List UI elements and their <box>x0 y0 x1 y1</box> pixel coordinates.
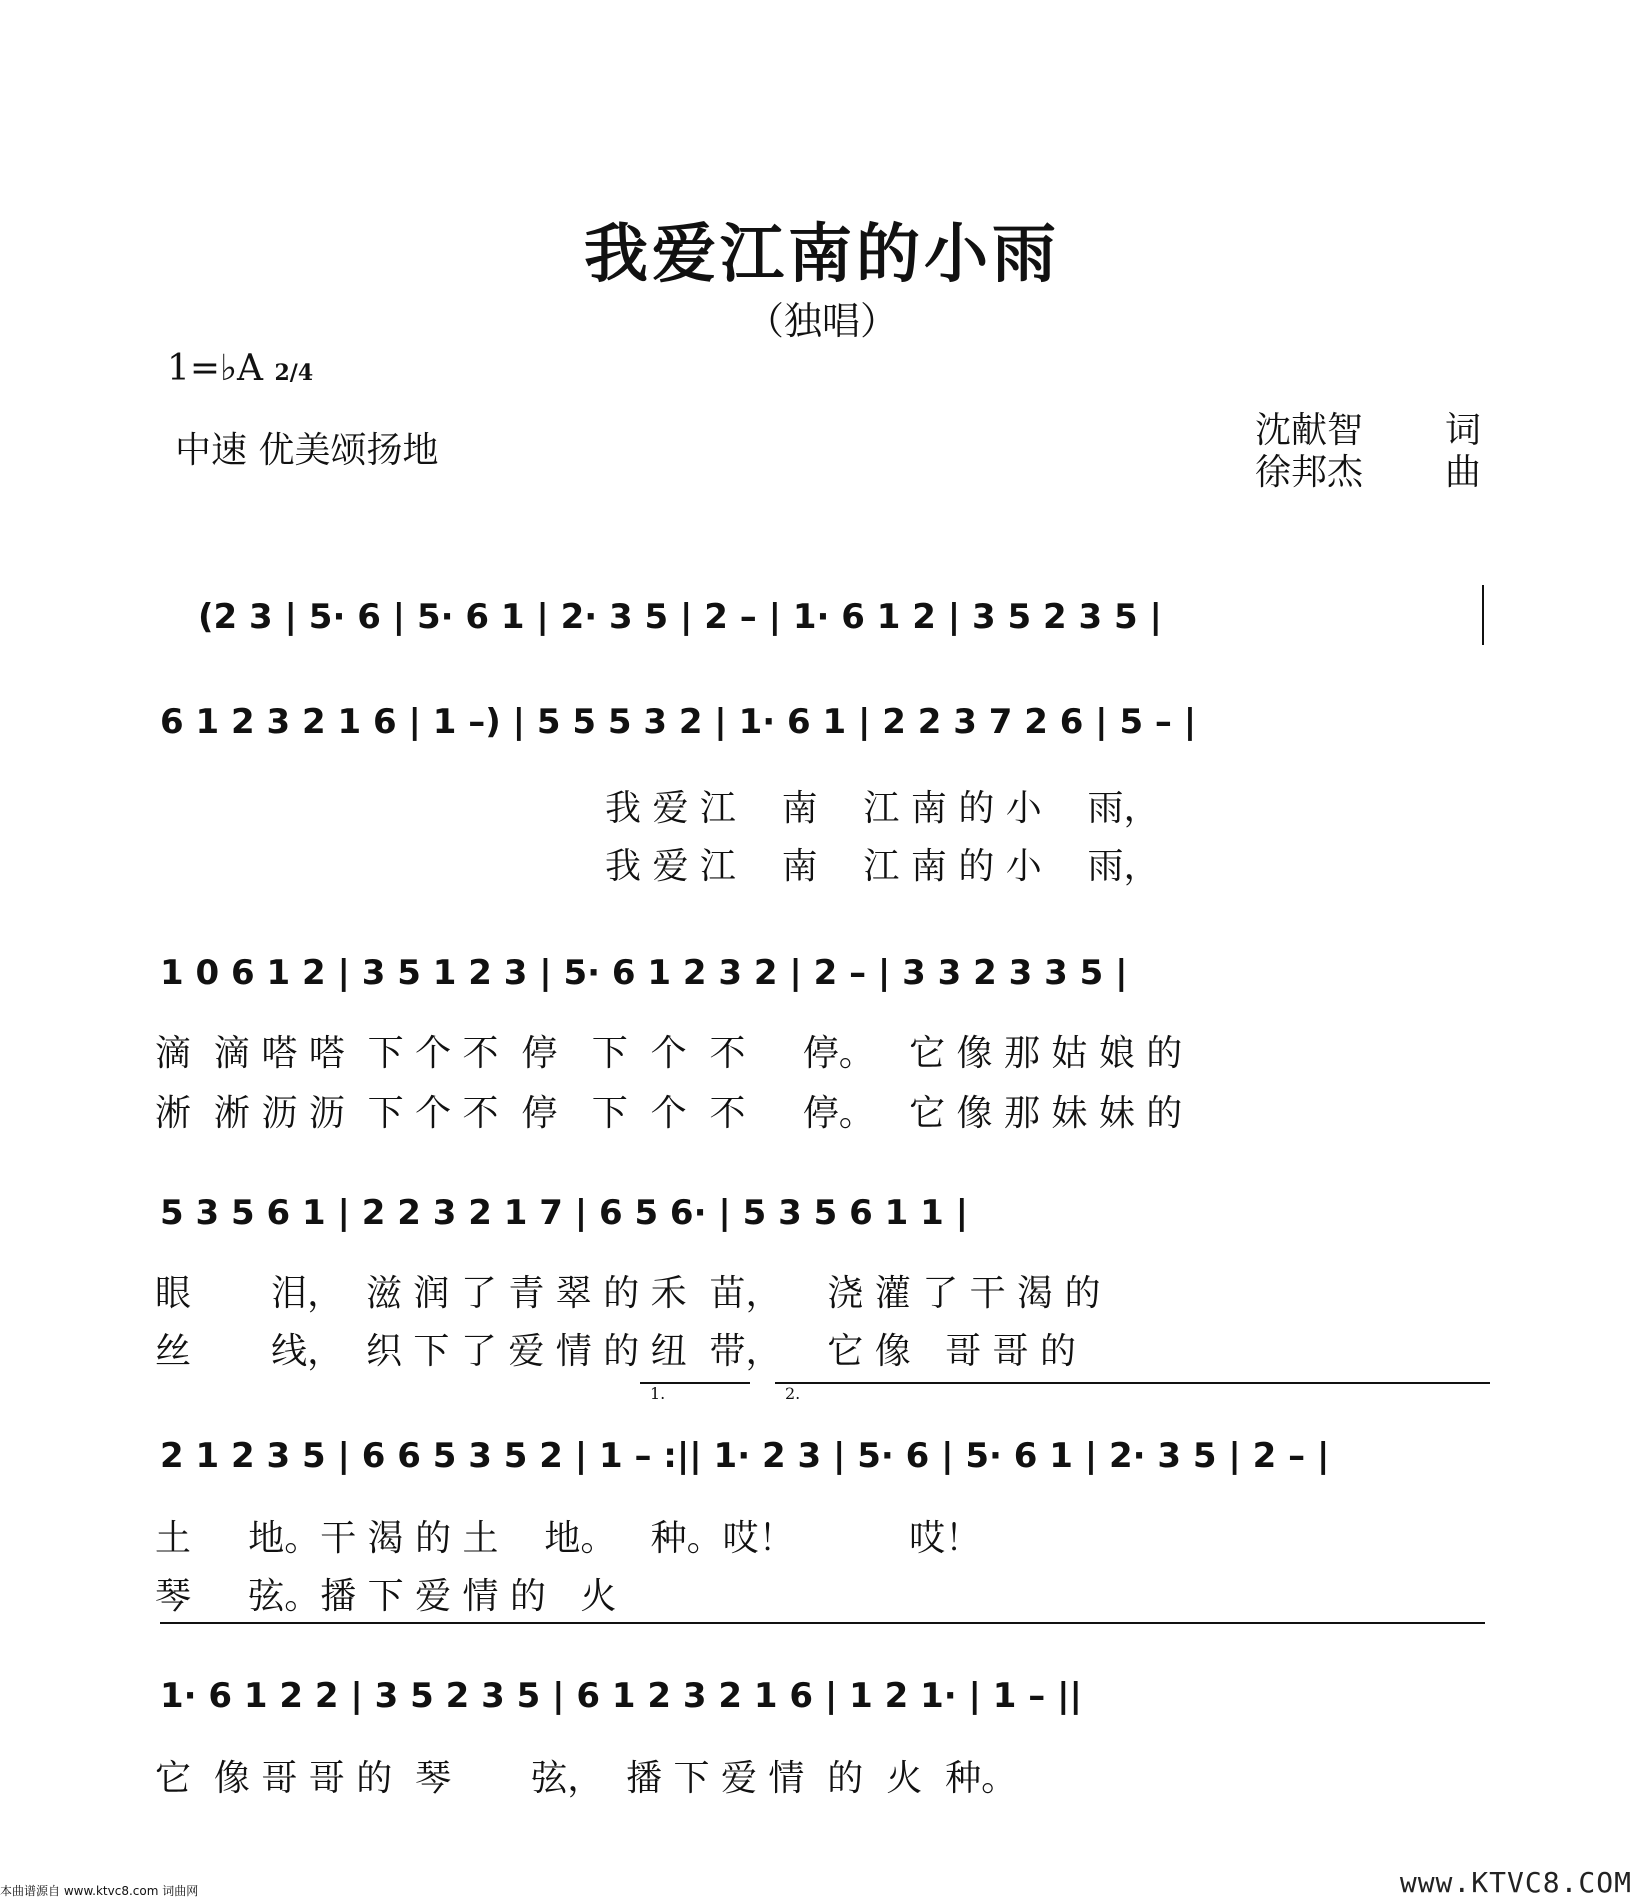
notes-line: 1 0 6 1 2 | 3 5 1 2 3 | 5· 6 1 2 3 2 | 2 – | 3 3 2 3 3 5 | <box>160 953 1128 993</box>
composer-credit <box>1255 452 1481 494</box>
lyrics-verse-1: 滴 滴 嗒 嗒 下 个 不 停 下 个 不 停。 它 像 那 姑 娘 的 <box>155 1033 1183 1074</box>
notes-line: 1· 6 1 2 2 | 3 5 2 3 5 | 6 1 2 3 2 1 6 | 1 2 1· | 1 – || <box>160 1676 1082 1716</box>
song-subtitle: （独唱） <box>745 299 898 343</box>
system-rule <box>160 1622 1485 1624</box>
notes-line: 5 3 5 6 1 | 2 2 3 2 1 7 | 6 5 6· | 5 3 5 6 1 1 | <box>160 1193 968 1233</box>
key-label: 1=♭A <box>167 348 264 389</box>
notes-line: 6 1 2 3 2 1 6 | 1 –) | 5 5 5 3 2 | 1· 6 1 | 2 2 3 7 2 6 | 5 – | <box>160 702 1197 742</box>
lyricist-name: 沈献智 <box>1255 410 1364 451</box>
lyrics-verse-2: 琴 弦。播 下 爱 情 的 火 <box>155 1576 617 1617</box>
composer-name: 徐邦杰 <box>1255 452 1364 493</box>
lyricist-role: 词 <box>1445 410 1482 451</box>
lyrics-verse-2: 我 爱 江 南 江 南 的 小 雨， <box>605 846 1160 887</box>
lyrics-verse-2: 淅 淅 沥 沥 下 个 不 停 下 个 不 停。 它 像 那 妹 妹 的 <box>155 1093 1183 1134</box>
ending-1-label: 1. <box>650 1384 666 1403</box>
key-signature <box>167 348 313 389</box>
tempo-marking: 中速 优美颂扬地 <box>175 430 439 471</box>
footer-source-text: 本曲谱源自 www.ktvc8.com 词曲网 <box>0 1884 199 1898</box>
lyrics-verse-1: 我 爱 江 南 江 南 的 小 雨， <box>605 788 1160 829</box>
song-title: 我爱江南的小雨 <box>584 217 1060 292</box>
composer-role: 曲 <box>1445 452 1482 493</box>
notes-line: 2 1 2 3 5 | 6 6 5 3 5 2 | 1 – :|| 1· 2 3 | 5· 6 | 5· 6 1 | 2· 3 5 | 2 – | <box>160 1436 1330 1476</box>
notes-line: (2 3 | 5· 6 | 5· 6 1 | 2· 3 5 | 2 – | 1· 6 1 2 | 3 5 2 3 5 | <box>198 597 1162 637</box>
ending-2-bracket <box>775 1382 1490 1384</box>
footer-watermark: www.KTVC8.COM <box>1399 1866 1632 1899</box>
lyrics-verse-1: 土 地。干 渴 的 土 地。 种。哎！ 哎！ <box>155 1518 982 1559</box>
time-signature: 2/4 <box>274 360 314 386</box>
lyrics-verse-1: 眼 泪， 滋 润 了 青 翠 的 禾 苗， 浇 灌 了 干 渴 的 <box>155 1273 1101 1314</box>
barline <box>1482 585 1484 645</box>
lyrics-verse-2: 丝 线， 织 下 了 爱 情 的 纽 带， 它 像 哥 哥 的 <box>155 1331 1076 1372</box>
credits <box>1255 410 1481 494</box>
lyrics-verse-1: 它 像 哥 哥 的 琴 弦， 播 下 爱 情 的 火 种。 <box>155 1758 1018 1799</box>
lyricist-credit <box>1255 410 1481 452</box>
ending-2-label: 2. <box>785 1384 801 1403</box>
